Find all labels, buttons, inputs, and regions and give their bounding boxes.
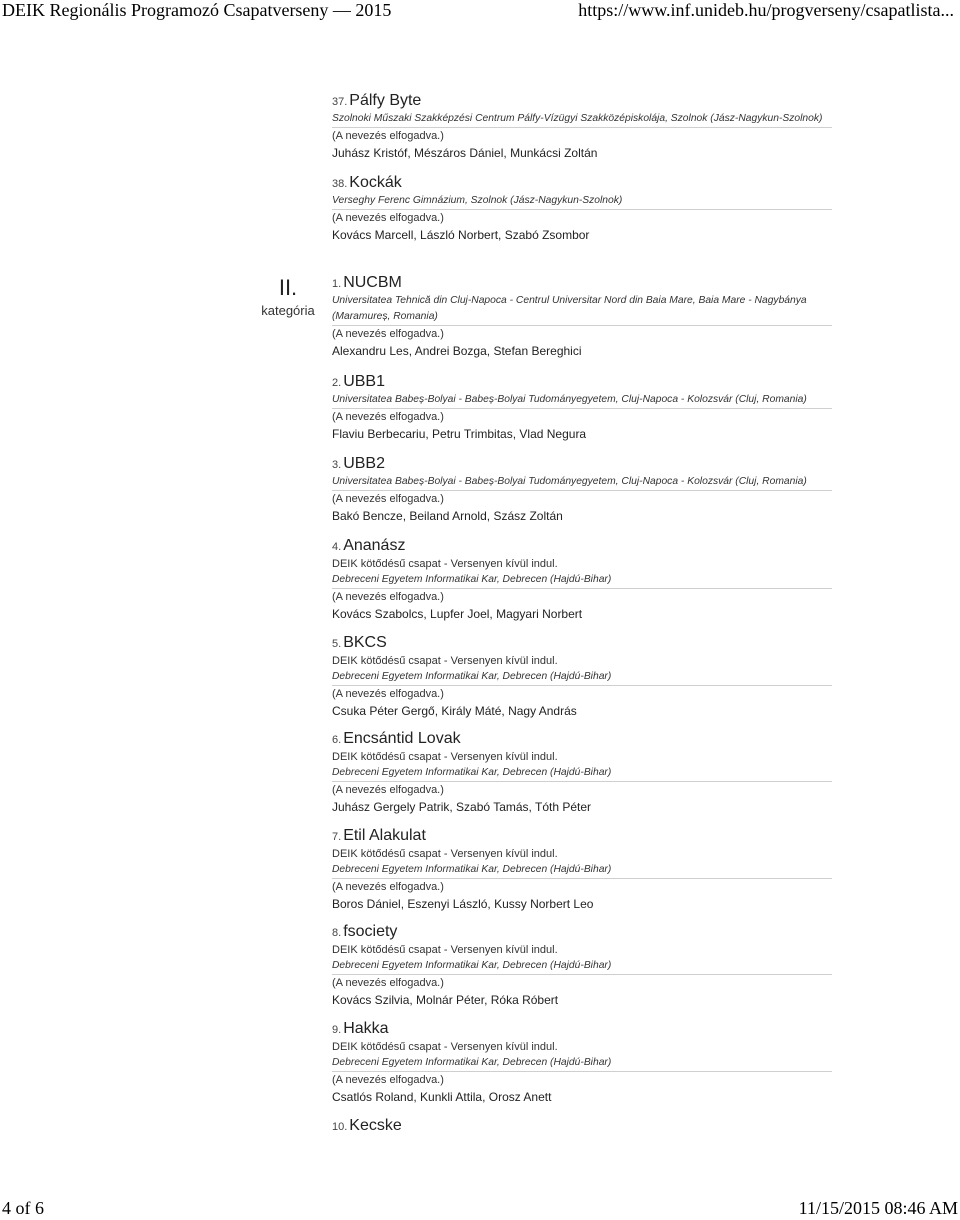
team-number: 10.	[332, 1121, 348, 1133]
team-note: DEIK kötődésű csapat - Versenyen kívül indul.	[332, 944, 558, 956]
team-status: (A nevezés elfogadva.)	[332, 127, 832, 144]
team-entry	[332, 1019, 832, 1106]
team-number: 3.	[332, 459, 342, 471]
team-number: 38.	[332, 178, 348, 190]
team-status: (A nevezés elfogadva.)	[332, 685, 832, 702]
team-entry	[332, 273, 832, 360]
team-institution: Szolnoki Műszaki Szakképzési Centrum Pálfy-Vízügyi Szakközépiskolája, Szolnok (Jász-Nagykun-Szolnok)	[332, 113, 823, 124]
team-title	[332, 633, 832, 653]
team-members: Kovács Szilvia, Molnár Péter, Róka Róbert	[332, 993, 559, 1007]
team-title	[332, 1116, 832, 1136]
team-entry	[332, 729, 832, 816]
team-entry	[332, 922, 832, 1009]
team-number: 2.	[332, 377, 342, 389]
team-title	[332, 91, 832, 111]
team-title	[332, 372, 832, 392]
team-title	[332, 173, 832, 193]
team-name: Etil Alakulat	[343, 827, 426, 844]
team-members: Bakó Bencze, Beiland Arnold, Szász Zoltán	[332, 509, 563, 523]
team-note: DEIK kötődésű csapat - Versenyen kívül indul.	[332, 558, 558, 570]
team-name: Encsántid Lovak	[343, 730, 461, 747]
team-members: Flaviu Berbecariu, Petru Trimbitas, Vlad Negura	[332, 427, 587, 441]
team-members: Csuka Péter Gergő, Király Máté, Nagy András	[332, 704, 577, 718]
page-title: DEIK Regionális Programozó Csapatverseny — 2015	[2, 0, 392, 20]
team-institution: Debreceni Egyetem Informatikai Kar, Debrecen (Hajdú-Bihar)	[332, 960, 612, 971]
team-institution: Universitatea Tehnică din Cluj-Napoca - Centrul Universitar Nord din Baia Mare, Baia Mare - Nagybánya (Maramureș, Romania)	[332, 295, 807, 322]
team-entry	[332, 173, 832, 244]
team-note: DEIK kötődésű csapat - Versenyen kívül indul.	[332, 1041, 558, 1053]
team-status: (A nevezés elfogadva.)	[332, 209, 832, 226]
team-entry	[332, 91, 832, 162]
team-members: Kovács Marcell, László Norbert, Szabó Zsombor	[332, 228, 590, 242]
team-institution: Debreceni Egyetem Informatikai Kar, Debrecen (Hajdú-Bihar)	[332, 864, 612, 875]
page-counter: 4 of 6	[2, 1198, 44, 1218]
team-entry	[332, 1116, 832, 1136]
team-members: Juhász Gergely Patrik, Szabó Tamás, Tóth Péter	[332, 800, 592, 814]
page-url: https://www.inf.unideb.hu/progverseny/csapatlista...	[578, 0, 954, 20]
team-institution: Universitatea Babeș-Bolyai - Babeș-Bolyai Tudományegyetem, Cluj-Napoca - Kolozsvár (Cluj, Romania)	[332, 476, 807, 487]
team-entry	[332, 633, 832, 720]
team-number: 9.	[332, 1024, 342, 1036]
team-name: UBB1	[343, 373, 385, 390]
team-name: UBB2	[343, 455, 385, 472]
team-status: (A nevezés elfogadva.)	[332, 878, 832, 895]
team-title	[332, 826, 832, 846]
print-datetime: 11/15/2015 08:46 AM	[798, 1198, 958, 1218]
team-name: NUCBM	[343, 274, 402, 291]
team-status: (A nevezés elfogadva.)	[332, 781, 832, 798]
team-entry	[332, 454, 832, 525]
team-name: Hakka	[343, 1020, 389, 1037]
team-title	[332, 729, 832, 749]
print-footer	[0, 1198, 960, 1220]
team-title	[332, 273, 832, 293]
team-status: (A nevezés elfogadva.)	[332, 408, 832, 425]
team-status: (A nevezés elfogadva.)	[332, 325, 832, 342]
team-number: 6.	[332, 734, 342, 746]
team-institution: Debreceni Egyetem Informatikai Kar, Debrecen (Hajdú-Bihar)	[332, 767, 612, 778]
category-label	[258, 274, 318, 320]
team-institution: Debreceni Egyetem Informatikai Kar, Debrecen (Hajdú-Bihar)	[332, 1057, 612, 1068]
team-number: 8.	[332, 927, 342, 939]
team-entry	[332, 372, 832, 443]
team-name: Pálfy Byte	[349, 92, 422, 109]
team-name: Kockák	[349, 174, 402, 191]
team-members: Kovács Szabolcs, Lupfer Joel, Magyari Norbert	[332, 607, 583, 621]
team-note: DEIK kötődésű csapat - Versenyen kívül indul.	[332, 751, 558, 763]
team-institution: Debreceni Egyetem Informatikai Kar, Debrecen (Hajdú-Bihar)	[332, 574, 612, 585]
team-number: 1.	[332, 278, 342, 290]
category-numeral: II.	[278, 275, 298, 300]
team-institution: Universitatea Babeș-Bolyai - Babeș-Bolyai Tudományegyetem, Cluj-Napoca - Kolozsvár (Cluj, Romania)	[332, 394, 807, 405]
team-title	[332, 1019, 832, 1039]
team-title	[332, 536, 832, 556]
team-name: Ananász	[343, 537, 406, 554]
team-institution: Debreceni Egyetem Informatikai Kar, Debrecen (Hajdú-Bihar)	[332, 671, 612, 682]
team-status: (A nevezés elfogadva.)	[332, 588, 832, 605]
team-members: Csatlós Roland, Kunkli Attila, Orosz Anett	[332, 1090, 552, 1104]
team-number: 7.	[332, 831, 342, 843]
team-institution: Verseghy Ferenc Gimnázium, Szolnok (Jász-Nagykun-Szolnok)	[332, 195, 623, 206]
team-members: Juhász Kristóf, Mészáros Dániel, Munkácsi Zoltán	[332, 146, 598, 160]
team-name: fsociety	[343, 923, 398, 940]
team-number: 37.	[332, 96, 348, 108]
team-status: (A nevezés elfogadva.)	[332, 974, 832, 991]
team-entry	[332, 536, 832, 623]
team-note: DEIK kötődésű csapat - Versenyen kívül indul.	[332, 848, 558, 860]
team-entry	[332, 826, 832, 913]
category-word: kategória	[261, 303, 315, 318]
team-note: DEIK kötődésű csapat - Versenyen kívül indul.	[332, 655, 558, 667]
team-status: (A nevezés elfogadva.)	[332, 490, 832, 507]
team-title	[332, 922, 832, 942]
team-number: 4.	[332, 541, 342, 553]
team-name: Kecske	[349, 1117, 402, 1134]
team-members: Boros Dániel, Eszenyi László, Kussy Norbert Leo	[332, 897, 594, 911]
print-header	[0, 0, 960, 24]
team-number: 5.	[332, 638, 342, 650]
team-members: Alexandru Les, Andrei Bozga, Stefan Bereghici	[332, 344, 582, 358]
team-name: BKCS	[343, 634, 387, 651]
team-title	[332, 454, 832, 474]
team-status: (A nevezés elfogadva.)	[332, 1071, 832, 1088]
